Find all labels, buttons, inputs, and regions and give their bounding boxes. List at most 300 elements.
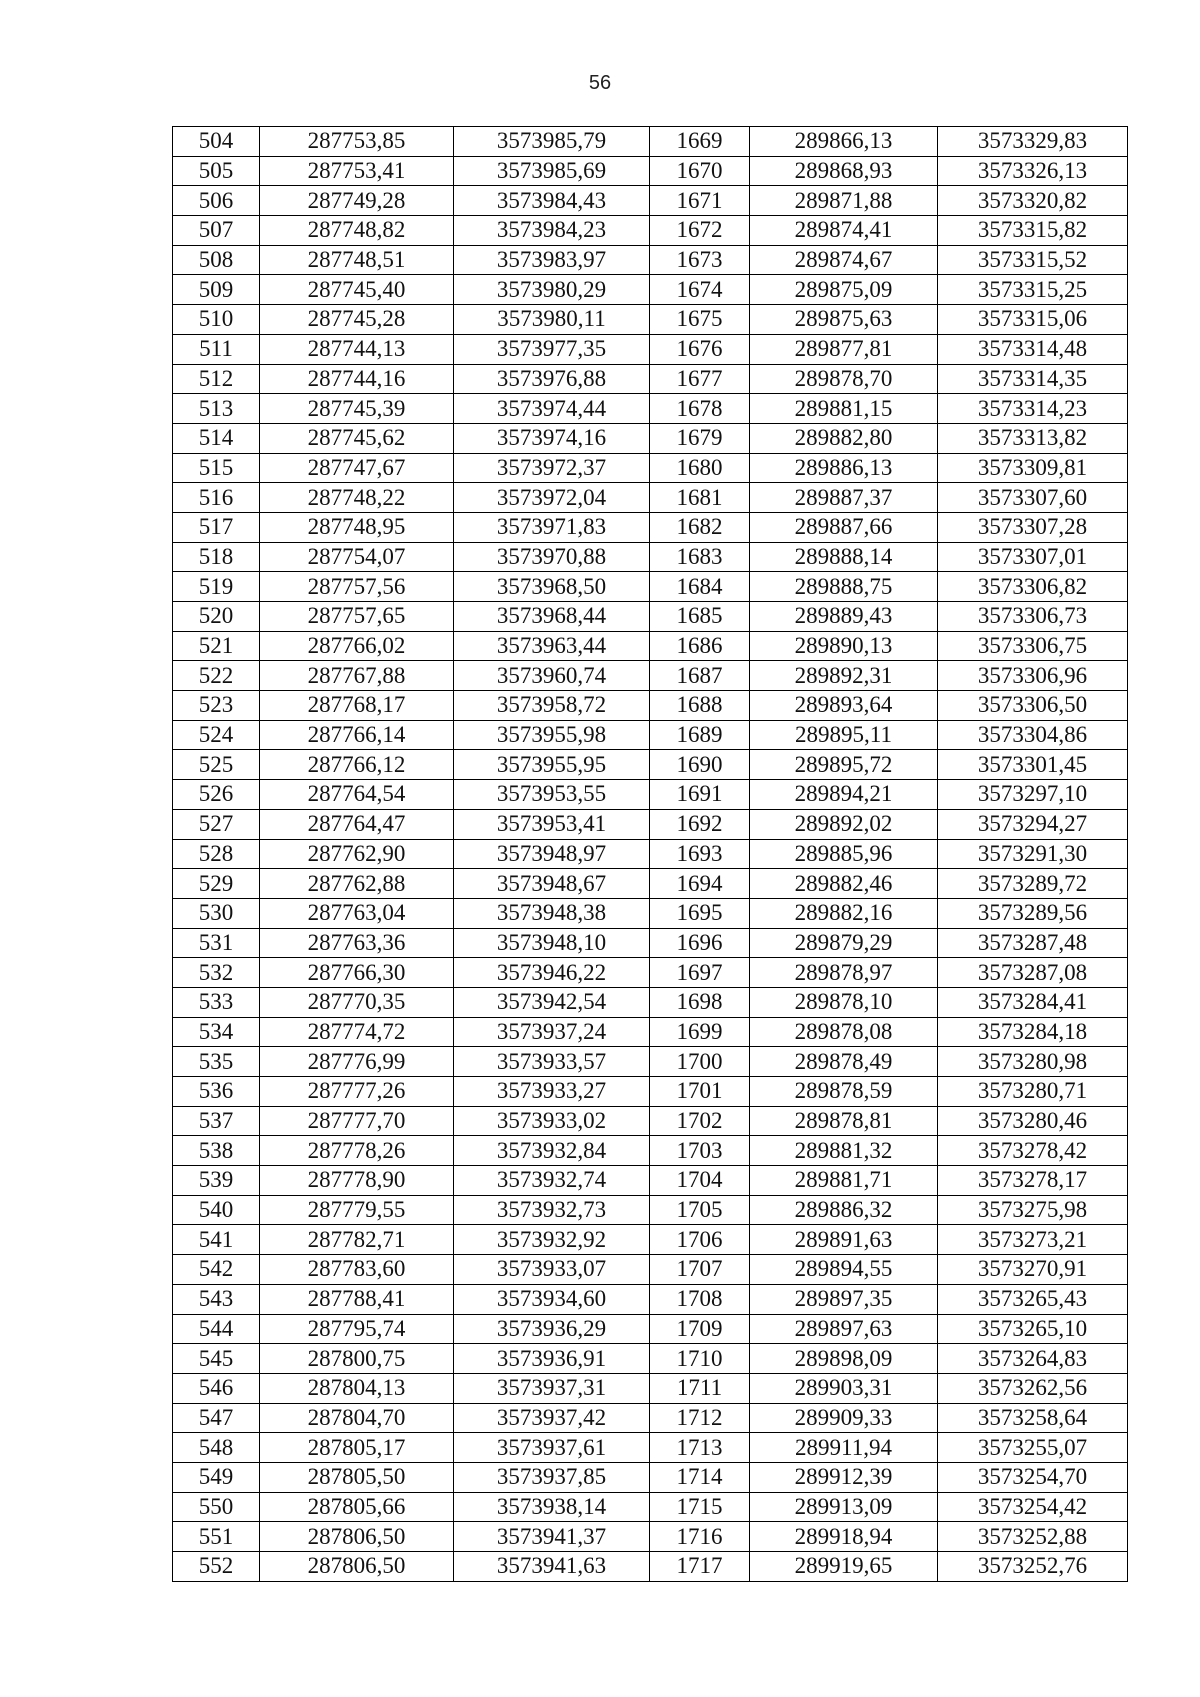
x-coordinate-cell: 289882,16	[750, 898, 938, 928]
y-coordinate-cell: 3573294,27	[938, 809, 1128, 839]
coordinates-table	[172, 126, 1128, 1582]
point-number-cell: 1672	[650, 216, 750, 246]
point-number-cell: 510	[173, 305, 260, 335]
x-coordinate-cell: 287764,54	[260, 780, 454, 810]
point-number-cell: 1699	[650, 1017, 750, 1047]
y-coordinate-cell: 3573937,61	[454, 1433, 650, 1463]
point-number-cell: 550	[173, 1492, 260, 1522]
y-coordinate-cell: 3573278,42	[938, 1136, 1128, 1166]
y-coordinate-cell: 3573953,55	[454, 780, 650, 810]
point-number-cell: 539	[173, 1166, 260, 1196]
y-coordinate-cell: 3573937,24	[454, 1017, 650, 1047]
y-coordinate-cell: 3573977,35	[454, 334, 650, 364]
x-coordinate-cell: 287754,07	[260, 542, 454, 572]
x-coordinate-cell: 289897,63	[750, 1314, 938, 1344]
x-coordinate-cell: 287806,50	[260, 1552, 454, 1582]
point-number-cell: 1691	[650, 780, 750, 810]
point-number-cell: 1690	[650, 750, 750, 780]
x-coordinate-cell: 287745,39	[260, 394, 454, 424]
point-number-cell: 518	[173, 542, 260, 572]
y-coordinate-cell: 3573974,44	[454, 394, 650, 424]
y-coordinate-cell: 3573933,57	[454, 1047, 650, 1077]
y-coordinate-cell: 3573971,83	[454, 512, 650, 542]
table-row	[173, 334, 1128, 364]
table-row	[173, 364, 1128, 394]
y-coordinate-cell: 3573301,45	[938, 750, 1128, 780]
point-number-cell: 1669	[650, 127, 750, 157]
point-number-cell: 1685	[650, 602, 750, 632]
point-number-cell: 1673	[650, 245, 750, 275]
point-number-cell: 525	[173, 750, 260, 780]
point-number-cell: 1702	[650, 1106, 750, 1136]
y-coordinate-cell: 3573976,88	[454, 364, 650, 394]
x-coordinate-cell: 287778,26	[260, 1136, 454, 1166]
y-coordinate-cell: 3573297,10	[938, 780, 1128, 810]
point-number-cell: 1716	[650, 1522, 750, 1552]
x-coordinate-cell: 289887,37	[750, 483, 938, 513]
y-coordinate-cell: 3573974,16	[454, 423, 650, 453]
table-row	[173, 987, 1128, 1017]
table-row	[173, 1522, 1128, 1552]
point-number-cell: 1714	[650, 1462, 750, 1492]
point-number-cell: 521	[173, 631, 260, 661]
x-coordinate-cell: 287805,17	[260, 1433, 454, 1463]
y-coordinate-cell: 3573278,17	[938, 1166, 1128, 1196]
x-coordinate-cell: 287776,99	[260, 1047, 454, 1077]
x-coordinate-cell: 289882,46	[750, 869, 938, 899]
point-number-cell: 540	[173, 1195, 260, 1225]
point-number-cell: 538	[173, 1136, 260, 1166]
x-coordinate-cell: 287764,47	[260, 809, 454, 839]
x-coordinate-cell: 287747,67	[260, 453, 454, 483]
table-row	[173, 750, 1128, 780]
x-coordinate-cell: 289875,09	[750, 275, 938, 305]
y-coordinate-cell: 3573306,82	[938, 572, 1128, 602]
table-row	[173, 661, 1128, 691]
point-number-cell: 1709	[650, 1314, 750, 1344]
point-number-cell: 533	[173, 987, 260, 1017]
y-coordinate-cell: 3573936,29	[454, 1314, 650, 1344]
y-coordinate-cell: 3573984,23	[454, 216, 650, 246]
point-number-cell: 504	[173, 127, 260, 157]
x-coordinate-cell: 289886,13	[750, 453, 938, 483]
x-coordinate-cell: 289894,21	[750, 780, 938, 810]
x-coordinate-cell: 287779,55	[260, 1195, 454, 1225]
point-number-cell: 1680	[650, 453, 750, 483]
point-number-cell: 1701	[650, 1077, 750, 1107]
y-coordinate-cell: 3573273,21	[938, 1225, 1128, 1255]
point-number-cell: 546	[173, 1373, 260, 1403]
y-coordinate-cell: 3573980,11	[454, 305, 650, 335]
y-coordinate-cell: 3573984,43	[454, 186, 650, 216]
table-row	[173, 1136, 1128, 1166]
x-coordinate-cell: 287795,74	[260, 1314, 454, 1344]
table-row	[173, 720, 1128, 750]
table-row	[173, 1344, 1128, 1374]
y-coordinate-cell: 3573254,70	[938, 1462, 1128, 1492]
table-row	[173, 1195, 1128, 1225]
x-coordinate-cell: 289887,66	[750, 512, 938, 542]
point-number-cell: 509	[173, 275, 260, 305]
table-row	[173, 186, 1128, 216]
table-row	[173, 1373, 1128, 1403]
y-coordinate-cell: 3573255,07	[938, 1433, 1128, 1463]
x-coordinate-cell: 287745,28	[260, 305, 454, 335]
x-coordinate-cell: 289918,94	[750, 1522, 938, 1552]
point-number-cell: 1707	[650, 1255, 750, 1285]
x-coordinate-cell: 287783,60	[260, 1255, 454, 1285]
point-number-cell: 1679	[650, 423, 750, 453]
y-coordinate-cell: 3573972,04	[454, 483, 650, 513]
x-coordinate-cell: 287753,41	[260, 156, 454, 186]
x-coordinate-cell: 289890,13	[750, 631, 938, 661]
y-coordinate-cell: 3573955,98	[454, 720, 650, 750]
y-coordinate-cell: 3573289,72	[938, 869, 1128, 899]
point-number-cell: 519	[173, 572, 260, 602]
point-number-cell: 532	[173, 958, 260, 988]
y-coordinate-cell: 3573933,07	[454, 1255, 650, 1285]
x-coordinate-cell: 289866,13	[750, 127, 938, 157]
y-coordinate-cell: 3573941,63	[454, 1552, 650, 1582]
x-coordinate-cell: 287744,13	[260, 334, 454, 364]
x-coordinate-cell: 289888,75	[750, 572, 938, 602]
y-coordinate-cell: 3573306,73	[938, 602, 1128, 632]
table-row	[173, 958, 1128, 988]
point-number-cell: 1694	[650, 869, 750, 899]
y-coordinate-cell: 3573985,69	[454, 156, 650, 186]
x-coordinate-cell: 289903,31	[750, 1373, 938, 1403]
table-row	[173, 928, 1128, 958]
x-coordinate-cell: 289894,55	[750, 1255, 938, 1285]
point-number-cell: 505	[173, 156, 260, 186]
table-row	[173, 156, 1128, 186]
y-coordinate-cell: 3573937,31	[454, 1373, 650, 1403]
y-coordinate-cell: 3573983,97	[454, 245, 650, 275]
y-coordinate-cell: 3573306,50	[938, 691, 1128, 721]
point-number-cell: 517	[173, 512, 260, 542]
y-coordinate-cell: 3573968,44	[454, 602, 650, 632]
y-coordinate-cell: 3573937,42	[454, 1403, 650, 1433]
x-coordinate-cell: 289892,31	[750, 661, 938, 691]
point-number-cell: 1687	[650, 661, 750, 691]
table-row	[173, 542, 1128, 572]
y-coordinate-cell: 3573309,81	[938, 453, 1128, 483]
point-number-cell: 549	[173, 1462, 260, 1492]
y-coordinate-cell: 3573326,13	[938, 156, 1128, 186]
x-coordinate-cell: 287806,50	[260, 1522, 454, 1552]
point-number-cell: 1698	[650, 987, 750, 1017]
x-coordinate-cell: 289874,41	[750, 216, 938, 246]
x-coordinate-cell: 289897,35	[750, 1284, 938, 1314]
x-coordinate-cell: 287763,04	[260, 898, 454, 928]
x-coordinate-cell: 289881,32	[750, 1136, 938, 1166]
point-number-cell: 537	[173, 1106, 260, 1136]
y-coordinate-cell: 3573963,44	[454, 631, 650, 661]
y-coordinate-cell: 3573254,42	[938, 1492, 1128, 1522]
point-number-cell: 507	[173, 216, 260, 246]
y-coordinate-cell: 3573264,83	[938, 1344, 1128, 1374]
x-coordinate-cell: 287768,17	[260, 691, 454, 721]
point-number-cell: 513	[173, 394, 260, 424]
x-coordinate-cell: 287767,88	[260, 661, 454, 691]
y-coordinate-cell: 3573948,10	[454, 928, 650, 958]
y-coordinate-cell: 3573307,01	[938, 542, 1128, 572]
y-coordinate-cell: 3573252,88	[938, 1522, 1128, 1552]
x-coordinate-cell: 289889,43	[750, 602, 938, 632]
y-coordinate-cell: 3573932,92	[454, 1225, 650, 1255]
y-coordinate-cell: 3573315,52	[938, 245, 1128, 275]
x-coordinate-cell: 287744,16	[260, 364, 454, 394]
table-row	[173, 1314, 1128, 1344]
table-row	[173, 1017, 1128, 1047]
point-number-cell: 530	[173, 898, 260, 928]
x-coordinate-cell: 287804,70	[260, 1403, 454, 1433]
y-coordinate-cell: 3573960,74	[454, 661, 650, 691]
x-coordinate-cell: 289878,49	[750, 1047, 938, 1077]
x-coordinate-cell: 287757,56	[260, 572, 454, 602]
point-number-cell: 1681	[650, 483, 750, 513]
x-coordinate-cell: 287748,51	[260, 245, 454, 275]
y-coordinate-cell: 3573314,48	[938, 334, 1128, 364]
table-row	[173, 275, 1128, 305]
y-coordinate-cell: 3573955,95	[454, 750, 650, 780]
point-number-cell: 1715	[650, 1492, 750, 1522]
x-coordinate-cell: 287804,13	[260, 1373, 454, 1403]
y-coordinate-cell: 3573306,96	[938, 661, 1128, 691]
point-number-cell: 515	[173, 453, 260, 483]
x-coordinate-cell: 289877,81	[750, 334, 938, 364]
y-coordinate-cell: 3573968,50	[454, 572, 650, 602]
point-number-cell: 1704	[650, 1166, 750, 1196]
point-number-cell: 520	[173, 602, 260, 632]
point-number-cell: 1686	[650, 631, 750, 661]
y-coordinate-cell: 3573252,76	[938, 1552, 1128, 1582]
y-coordinate-cell: 3573284,41	[938, 987, 1128, 1017]
point-number-cell: 1708	[650, 1284, 750, 1314]
table-row	[173, 1255, 1128, 1285]
point-number-cell: 543	[173, 1284, 260, 1314]
y-coordinate-cell: 3573265,10	[938, 1314, 1128, 1344]
y-coordinate-cell: 3573932,84	[454, 1136, 650, 1166]
x-coordinate-cell: 289909,33	[750, 1403, 938, 1433]
point-number-cell: 1683	[650, 542, 750, 572]
x-coordinate-cell: 287749,28	[260, 186, 454, 216]
x-coordinate-cell: 289885,96	[750, 839, 938, 869]
y-coordinate-cell: 3573287,48	[938, 928, 1128, 958]
x-coordinate-cell: 289878,81	[750, 1106, 938, 1136]
x-coordinate-cell: 289886,32	[750, 1195, 938, 1225]
x-coordinate-cell: 287763,36	[260, 928, 454, 958]
x-coordinate-cell: 289881,15	[750, 394, 938, 424]
table-row	[173, 216, 1128, 246]
y-coordinate-cell: 3573933,27	[454, 1077, 650, 1107]
point-number-cell: 547	[173, 1403, 260, 1433]
point-number-cell: 551	[173, 1522, 260, 1552]
x-coordinate-cell: 289868,93	[750, 156, 938, 186]
point-number-cell: 1696	[650, 928, 750, 958]
x-coordinate-cell: 287805,50	[260, 1462, 454, 1492]
point-number-cell: 1676	[650, 334, 750, 364]
table-row	[173, 869, 1128, 899]
x-coordinate-cell: 287800,75	[260, 1344, 454, 1374]
table-row	[173, 127, 1128, 157]
point-number-cell: 527	[173, 809, 260, 839]
y-coordinate-cell: 3573280,98	[938, 1047, 1128, 1077]
point-number-cell: 511	[173, 334, 260, 364]
table-row	[173, 1462, 1128, 1492]
table-row	[173, 898, 1128, 928]
point-number-cell: 1675	[650, 305, 750, 335]
x-coordinate-cell: 289878,59	[750, 1077, 938, 1107]
point-number-cell: 1700	[650, 1047, 750, 1077]
y-coordinate-cell: 3573972,37	[454, 453, 650, 483]
y-coordinate-cell: 3573313,82	[938, 423, 1128, 453]
x-coordinate-cell: 289898,09	[750, 1344, 938, 1374]
table-row	[173, 809, 1128, 839]
x-coordinate-cell: 289888,14	[750, 542, 938, 572]
table-row	[173, 1284, 1128, 1314]
y-coordinate-cell: 3573941,37	[454, 1522, 650, 1552]
y-coordinate-cell: 3573314,35	[938, 364, 1128, 394]
y-coordinate-cell: 3573329,83	[938, 127, 1128, 157]
x-coordinate-cell: 287777,26	[260, 1077, 454, 1107]
point-number-cell: 552	[173, 1552, 260, 1582]
y-coordinate-cell: 3573287,08	[938, 958, 1128, 988]
point-number-cell: 536	[173, 1077, 260, 1107]
x-coordinate-cell: 289882,80	[750, 423, 938, 453]
point-number-cell: 544	[173, 1314, 260, 1344]
y-coordinate-cell: 3573262,56	[938, 1373, 1128, 1403]
point-number-cell: 548	[173, 1433, 260, 1463]
y-coordinate-cell: 3573289,56	[938, 898, 1128, 928]
table-row	[173, 305, 1128, 335]
table-row	[173, 1077, 1128, 1107]
point-number-cell: 1689	[650, 720, 750, 750]
x-coordinate-cell: 289895,72	[750, 750, 938, 780]
x-coordinate-cell: 289874,67	[750, 245, 938, 275]
table-row	[173, 780, 1128, 810]
x-coordinate-cell: 289893,64	[750, 691, 938, 721]
x-coordinate-cell: 287753,85	[260, 127, 454, 157]
point-number-cell: 1674	[650, 275, 750, 305]
table-row	[173, 1225, 1128, 1255]
point-number-cell: 545	[173, 1344, 260, 1374]
y-coordinate-cell: 3573948,67	[454, 869, 650, 899]
point-number-cell: 526	[173, 780, 260, 810]
coordinates-table-body	[173, 127, 1128, 1582]
point-number-cell: 1678	[650, 394, 750, 424]
point-number-cell: 1712	[650, 1403, 750, 1433]
point-number-cell: 1703	[650, 1136, 750, 1166]
table-row	[173, 453, 1128, 483]
x-coordinate-cell: 289895,11	[750, 720, 938, 750]
y-coordinate-cell: 3573265,43	[938, 1284, 1128, 1314]
point-number-cell: 1697	[650, 958, 750, 988]
point-number-cell: 522	[173, 661, 260, 691]
y-coordinate-cell: 3573936,91	[454, 1344, 650, 1374]
point-number-cell: 508	[173, 245, 260, 275]
table-row	[173, 483, 1128, 513]
table-row	[173, 245, 1128, 275]
x-coordinate-cell: 289912,39	[750, 1462, 938, 1492]
x-coordinate-cell: 289879,29	[750, 928, 938, 958]
table-row	[173, 1166, 1128, 1196]
x-coordinate-cell: 289891,63	[750, 1225, 938, 1255]
x-coordinate-cell: 287762,90	[260, 839, 454, 869]
point-number-cell: 541	[173, 1225, 260, 1255]
y-coordinate-cell: 3573953,41	[454, 809, 650, 839]
y-coordinate-cell: 3573291,30	[938, 839, 1128, 869]
y-coordinate-cell: 3573258,64	[938, 1403, 1128, 1433]
table-row	[173, 1552, 1128, 1582]
point-number-cell: 1692	[650, 809, 750, 839]
point-number-cell: 1713	[650, 1433, 750, 1463]
table-row	[173, 839, 1128, 869]
point-number-cell: 514	[173, 423, 260, 453]
point-number-cell: 506	[173, 186, 260, 216]
y-coordinate-cell: 3573948,38	[454, 898, 650, 928]
table-row	[173, 512, 1128, 542]
y-coordinate-cell: 3573937,85	[454, 1462, 650, 1492]
point-number-cell: 535	[173, 1047, 260, 1077]
point-number-cell: 1711	[650, 1373, 750, 1403]
y-coordinate-cell: 3573280,46	[938, 1106, 1128, 1136]
y-coordinate-cell: 3573948,97	[454, 839, 650, 869]
point-number-cell: 528	[173, 839, 260, 869]
point-number-cell: 1670	[650, 156, 750, 186]
point-number-cell: 512	[173, 364, 260, 394]
x-coordinate-cell: 289878,10	[750, 987, 938, 1017]
table-row	[173, 1403, 1128, 1433]
table-row	[173, 631, 1128, 661]
x-coordinate-cell: 289871,88	[750, 186, 938, 216]
y-coordinate-cell: 3573306,75	[938, 631, 1128, 661]
point-number-cell: 1710	[650, 1344, 750, 1374]
table-row	[173, 394, 1128, 424]
point-number-cell: 1706	[650, 1225, 750, 1255]
point-number-cell: 1688	[650, 691, 750, 721]
y-coordinate-cell: 3573942,54	[454, 987, 650, 1017]
point-number-cell: 1717	[650, 1552, 750, 1582]
y-coordinate-cell: 3573932,74	[454, 1166, 650, 1196]
x-coordinate-cell: 287745,40	[260, 275, 454, 305]
y-coordinate-cell: 3573307,28	[938, 512, 1128, 542]
y-coordinate-cell: 3573985,79	[454, 127, 650, 157]
y-coordinate-cell: 3573946,22	[454, 958, 650, 988]
x-coordinate-cell: 287745,62	[260, 423, 454, 453]
x-coordinate-cell: 289913,09	[750, 1492, 938, 1522]
x-coordinate-cell: 287748,82	[260, 216, 454, 246]
table-row	[173, 1106, 1128, 1136]
y-coordinate-cell: 3573958,72	[454, 691, 650, 721]
x-coordinate-cell: 289881,71	[750, 1166, 938, 1196]
point-number-cell: 1677	[650, 364, 750, 394]
point-number-cell: 1705	[650, 1195, 750, 1225]
x-coordinate-cell: 287766,14	[260, 720, 454, 750]
x-coordinate-cell: 287748,95	[260, 512, 454, 542]
table-row	[173, 423, 1128, 453]
y-coordinate-cell: 3573315,06	[938, 305, 1128, 335]
point-number-cell: 524	[173, 720, 260, 750]
y-coordinate-cell: 3573980,29	[454, 275, 650, 305]
y-coordinate-cell: 3573315,25	[938, 275, 1128, 305]
point-number-cell: 542	[173, 1255, 260, 1285]
x-coordinate-cell: 289911,94	[750, 1433, 938, 1463]
x-coordinate-cell: 289892,02	[750, 809, 938, 839]
x-coordinate-cell: 287757,65	[260, 602, 454, 632]
x-coordinate-cell: 289875,63	[750, 305, 938, 335]
point-number-cell: 531	[173, 928, 260, 958]
